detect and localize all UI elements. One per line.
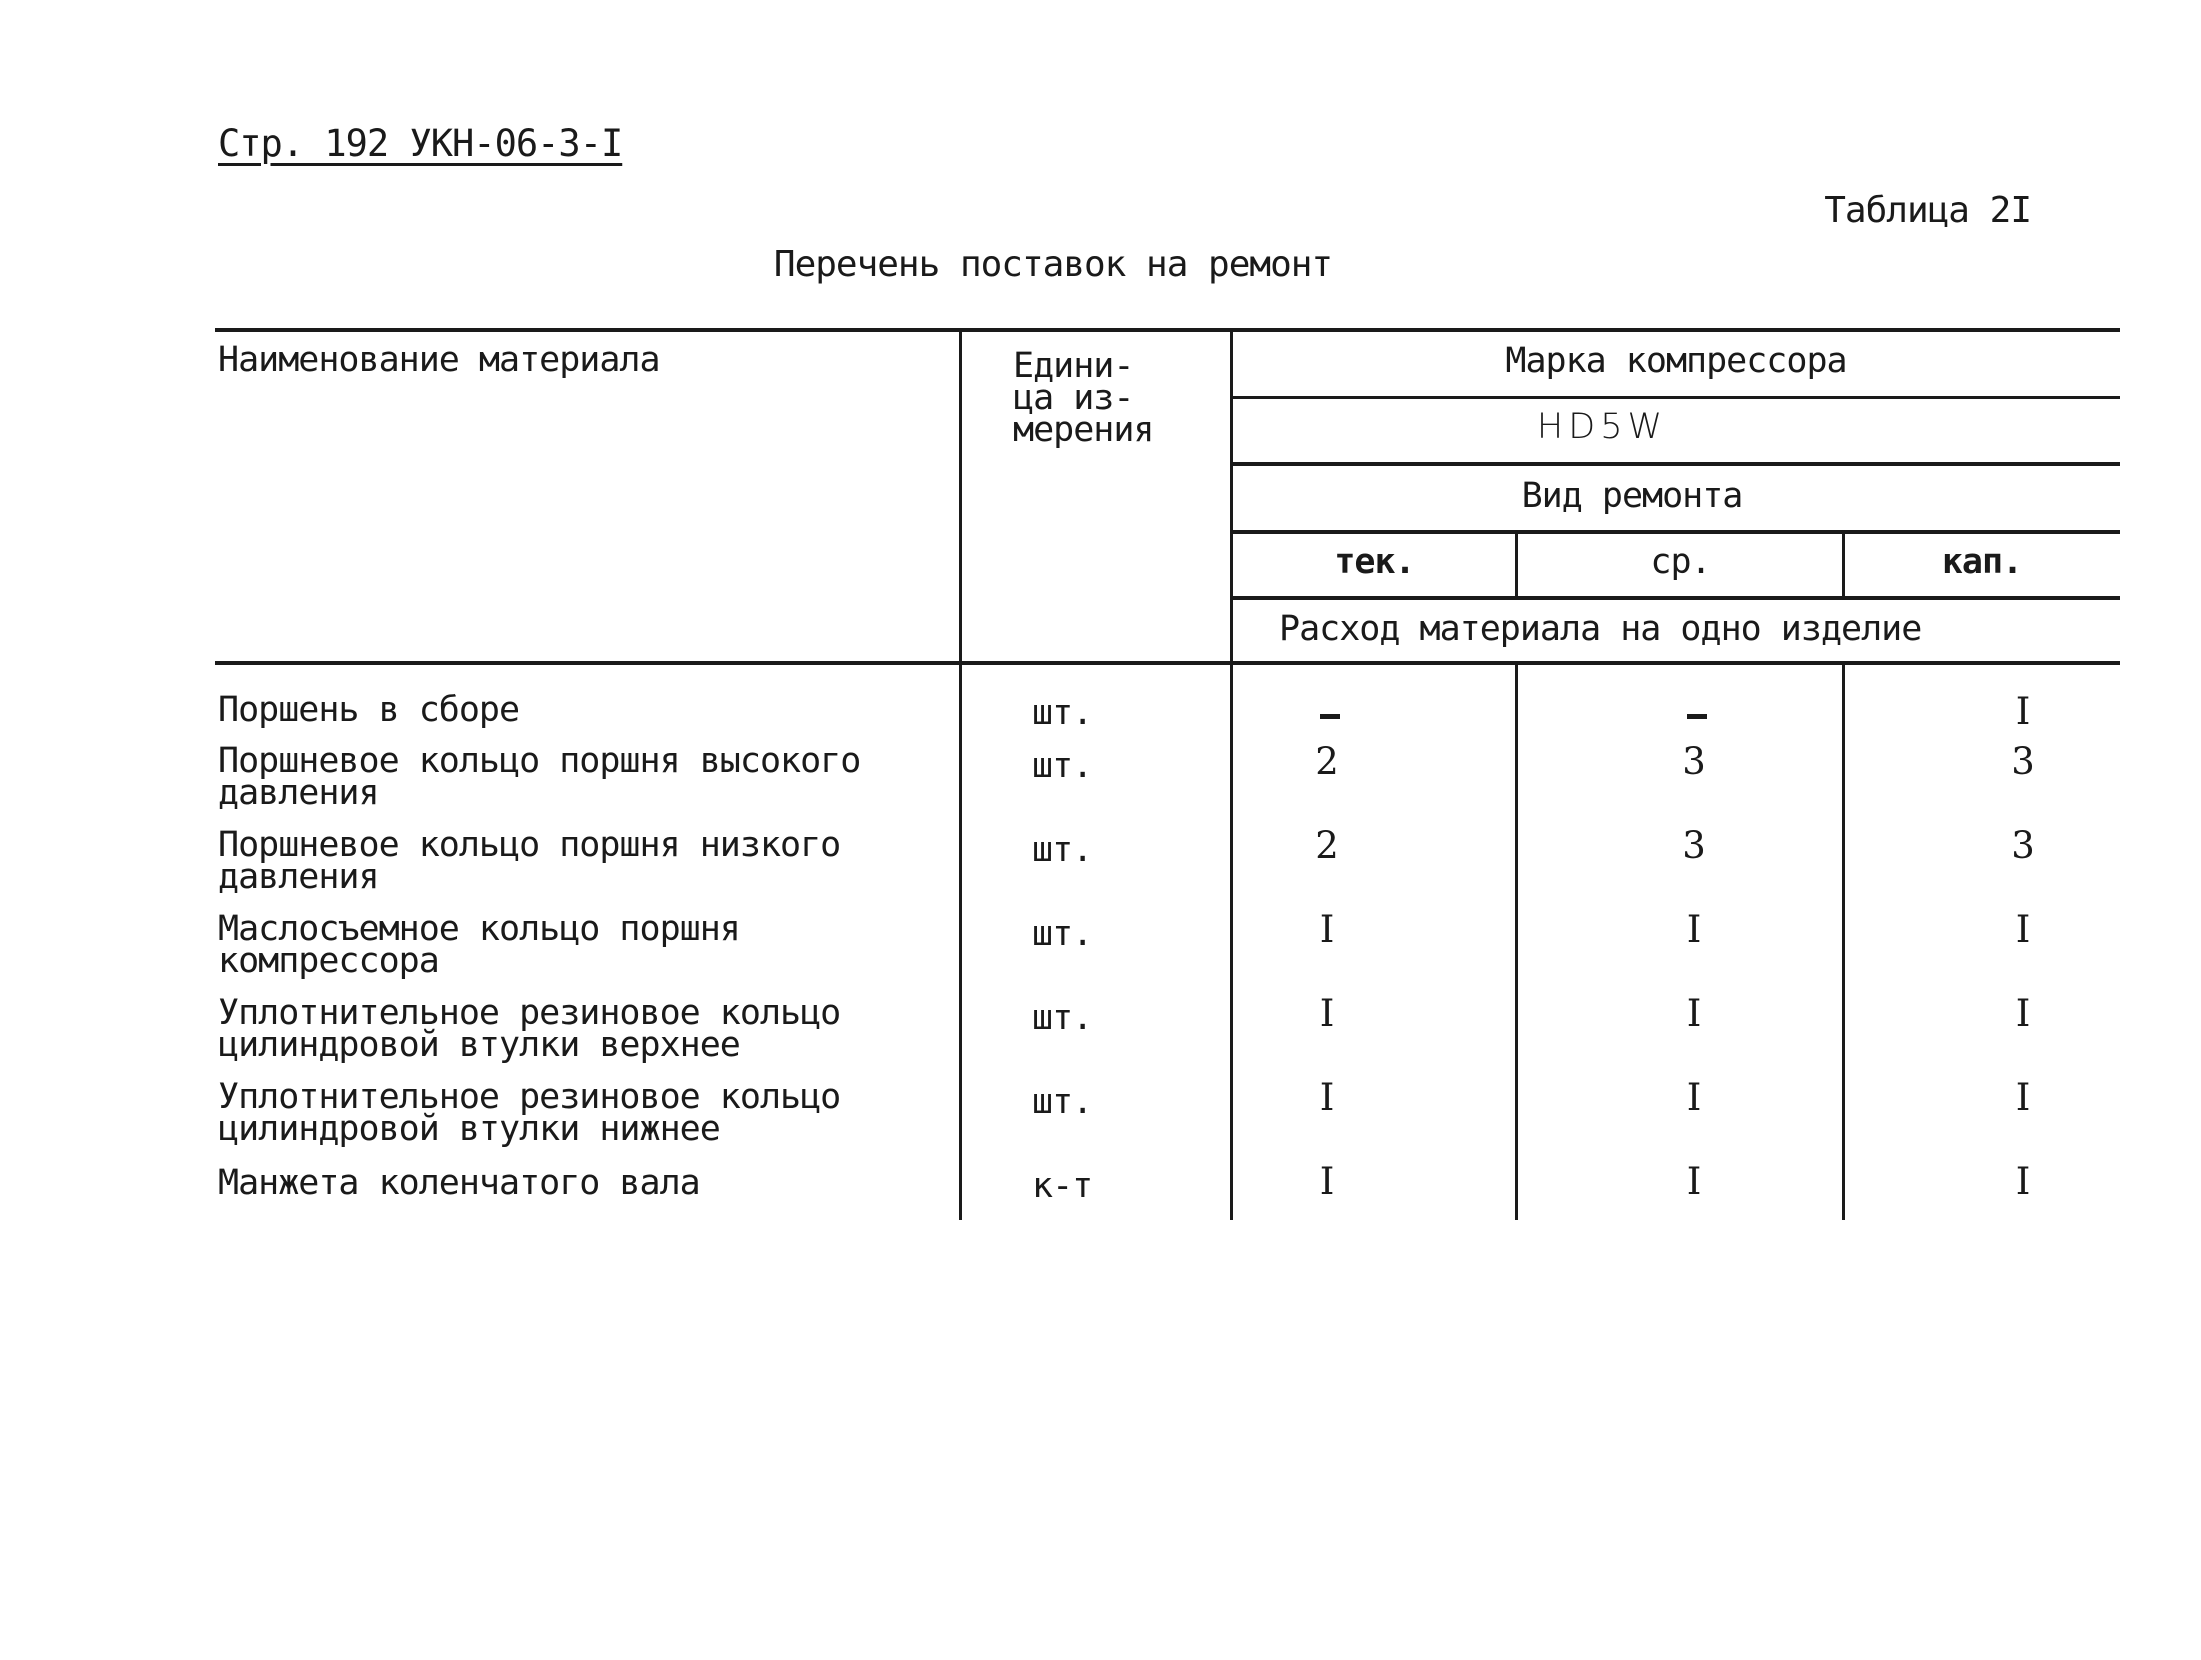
row-name-line1: Маслосъемное кольцо поршня	[218, 909, 740, 949]
row-name-line2: цилиндровой втулки нижнее	[218, 1109, 720, 1149]
header-consumption: Расход материала на одно изделие	[1279, 609, 1922, 649]
cell-value-sr: 3	[1682, 824, 1706, 867]
cell-value-tek: I	[1319, 908, 1335, 951]
header-repair-type: Вид ремонта	[1521, 476, 1743, 516]
header-unit-line1: Едини-	[1013, 346, 1134, 386]
row-name-line1: Поршневое кольцо поршня высокого	[218, 741, 861, 781]
row-name-line1: Поршневое кольцо поршня низкого	[218, 825, 841, 865]
row-name-line1: Уплотнительное резиновое кольцо	[218, 1077, 841, 1117]
cell-value-sr: 3	[1682, 740, 1706, 783]
header-unit-line3: мерения	[1013, 410, 1154, 450]
header-bottom-rule	[215, 661, 2120, 665]
row-unit: к-т	[1032, 1166, 1093, 1206]
row-unit: шт.	[1032, 998, 1093, 1038]
cell-value-tek: I	[1319, 1076, 1335, 1119]
table-number: Таблица 2I	[1824, 190, 2031, 231]
cell-value-kap: 3	[2011, 824, 2035, 867]
row-name: Поршень в сборе	[218, 690, 520, 730]
cell-value-tek: I	[1319, 992, 1335, 1035]
row-unit: шт.	[1032, 693, 1093, 733]
cell-value-kap: I	[2015, 908, 2031, 951]
cell-value-sr: I	[1686, 1076, 1702, 1119]
cell-value-tek: I	[1319, 1160, 1335, 1203]
column-divider-unit	[959, 330, 962, 1220]
page-reference: Стр. 192 УКН-06-3-I	[218, 122, 623, 165]
row-name-line2: компрессора	[218, 941, 439, 981]
column-divider-tek-sr-body	[1515, 663, 1518, 1220]
cell-value-kap: I	[2015, 1160, 2031, 1203]
cell-value-sr: I	[1686, 992, 1702, 1035]
row-name-line2: цилиндровой втулки верхнее	[218, 1025, 740, 1065]
header-rule-brand	[1232, 396, 2120, 399]
cell-dash-tek	[1320, 714, 1340, 719]
cell-value-kap: 3	[2011, 740, 2035, 783]
header-repair-capital: кап.	[1941, 542, 2023, 582]
cell-value-kap: I	[2015, 992, 2031, 1035]
cell-value-sr: I	[1686, 908, 1702, 951]
column-divider-sr-kap-body	[1842, 663, 1845, 1220]
cell-value-sr: I	[1686, 1160, 1702, 1203]
document-title: Перечень поставок на ремонт	[773, 244, 1333, 285]
header-unit-line2: ца из-	[1013, 378, 1134, 418]
cell-value-kap: I	[2015, 690, 2031, 733]
table-top-rule	[215, 328, 2120, 332]
cell-value-tek: 2	[1315, 740, 1339, 783]
header-rule-model	[1232, 462, 2120, 466]
row-name-line2: давления	[218, 857, 379, 897]
header-rule-repair	[1232, 530, 2120, 534]
row-unit: шт.	[1032, 914, 1093, 954]
row-name-line1: Уплотнительное резиновое кольцо	[218, 993, 841, 1033]
row-unit: шт.	[1032, 1082, 1093, 1122]
header-brand-value: HD5W	[1536, 407, 1668, 447]
row-unit: шт.	[1032, 830, 1093, 870]
cell-value-tek: 2	[1315, 824, 1339, 867]
header-repair-medium: ср.	[1650, 542, 1711, 582]
header-repair-current: тек.	[1334, 542, 1415, 582]
column-divider-brand	[1230, 330, 1233, 1220]
cell-value-kap: I	[2015, 1076, 2031, 1119]
row-name-line2: давления	[218, 773, 379, 813]
header-material-name: Наименование материала	[218, 340, 660, 380]
header-rule-repair-types	[1232, 596, 2120, 600]
row-unit: шт.	[1032, 746, 1093, 786]
cell-dash-sr	[1687, 714, 1707, 719]
row-name: Манжета коленчатого вала	[218, 1163, 700, 1203]
header-compressor-brand: Марка компрессора	[1505, 341, 1847, 381]
